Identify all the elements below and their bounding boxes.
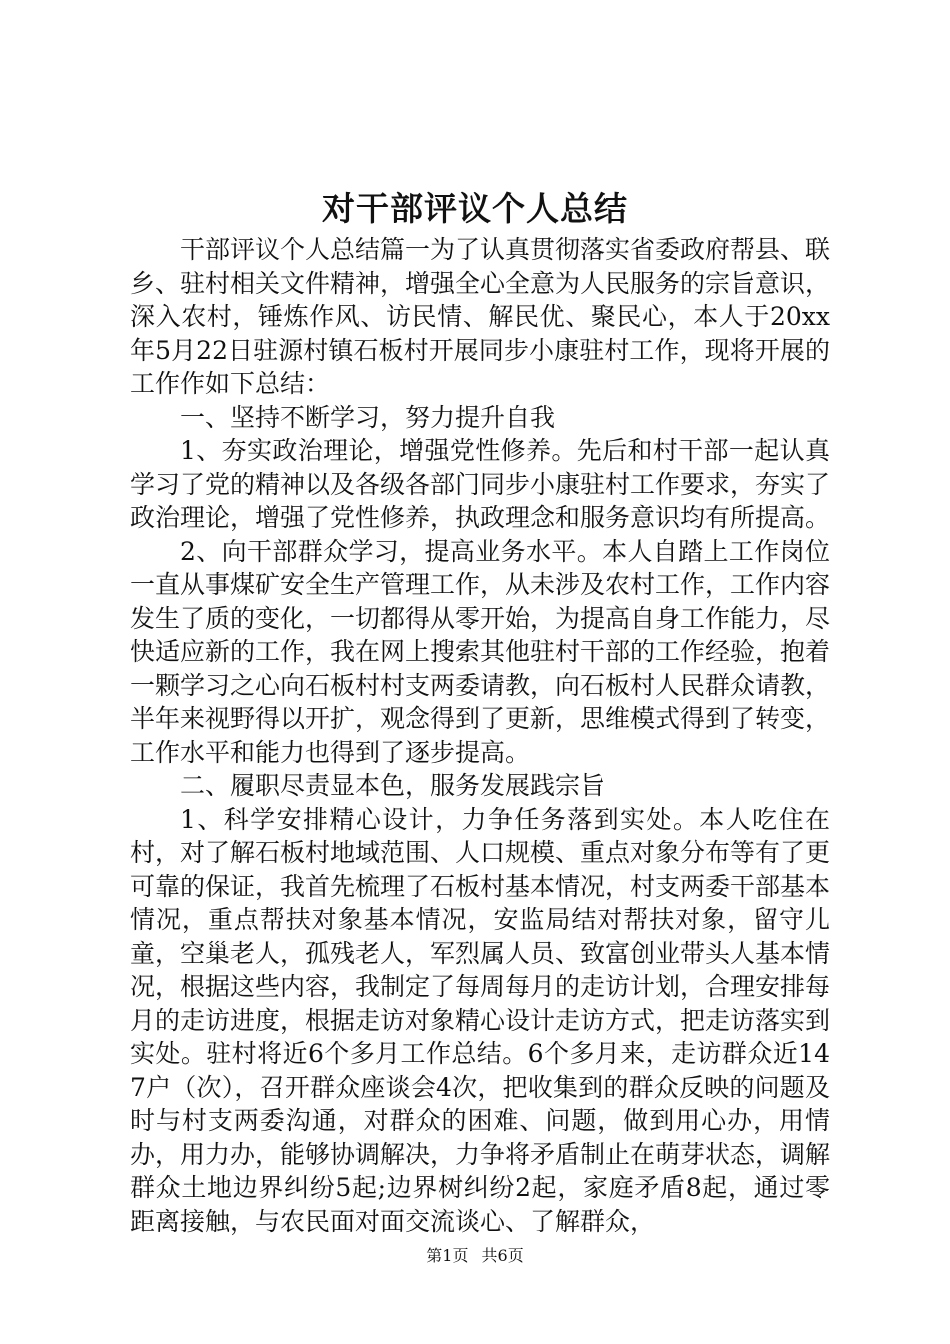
page-total: 共6页 [481,1246,524,1265]
paragraph-1-1: 1、夯实政治理论，增强党性修养。先后和村干部一起认真学习了党的精神以及各级各部门同步小康驻村工作要求，夯实了政治理论，增强了党性修养，执政理念和服务意识均有所提高。 [130,436,831,532]
page-number: 第1页 [426,1246,469,1265]
page-footer [0,1246,950,1266]
section-heading-1: 一、坚持不断学习，努力提升自我 [180,402,556,432]
paragraph-1-2: 2、向干部群众学习，提高业务水平。本人自踏上工作岗位一直从事煤矿安全生产管理工作，从未涉及农村工作，工作内容发生了质的变化，一切都得从零开始，为提高自身工作能力，尽快适应新的工作，我在网上搜索其他驻村干部的工作经验，抱着一颗学习之心向石板村村支两委请教，向石板村人民群众请教，半年来视野得以开扩，观念得到了更新，思维模式得到了转变，工作水平和能力也得到了逐步提高。 [130,536,831,767]
paragraph-intro: 干部评议个人总结篇一为了认真贯彻落实省委政府帮县、联乡、驻村相关文件精神，增强全心全意为人民服务的宗旨意识，深入农村，锤炼作风、访民情、解民优、聚民心，本人于20xx年5月22日驻源村镇石板村开展同步小康驻村工作，现将开展的工作作如下总结： [130,235,831,398]
paragraph-2-1: 1、科学安排精心设计，力争任务落到实处。本人吃住在村，对了解石板村地域范围、人口规模、重点对象分布等有了更可靠的保证，我首先梳理了石板村基本情况，村支两委干部基本情况，重点帮扶对象基本情况，安监局结对帮扶对象，留守儿童，空巢老人，孤残老人，军烈属人员、致富创业带头人基本情况，根据这些内容，我制定了每周每月的走访计划，合理安排每月的走访进度，根据走访对象精心设计走访方式，把走访落实到实处。驻村将近6个多月工作总结。6个多月来，走访群众近147户（次），召开群众座谈会4次，把收集到的群众反映的问题及时与村支两委沟通，对群众的困难、问题，做到用心办，用情办，用力办，能够协调解决，力争将矛盾制止在萌芽状态，调解群众土地边界纠纷5起;边界树纠纷2起，家庭矛盾8起，通过零距离接触，与农民面对面交流谈心、了解群众， [130,804,831,1236]
document-body [130,233,830,1238]
section-heading-2: 二、履职尽责显本色，服务发展践宗旨 [180,771,606,800]
document-title: 对干部评议个人总结 [322,189,628,228]
